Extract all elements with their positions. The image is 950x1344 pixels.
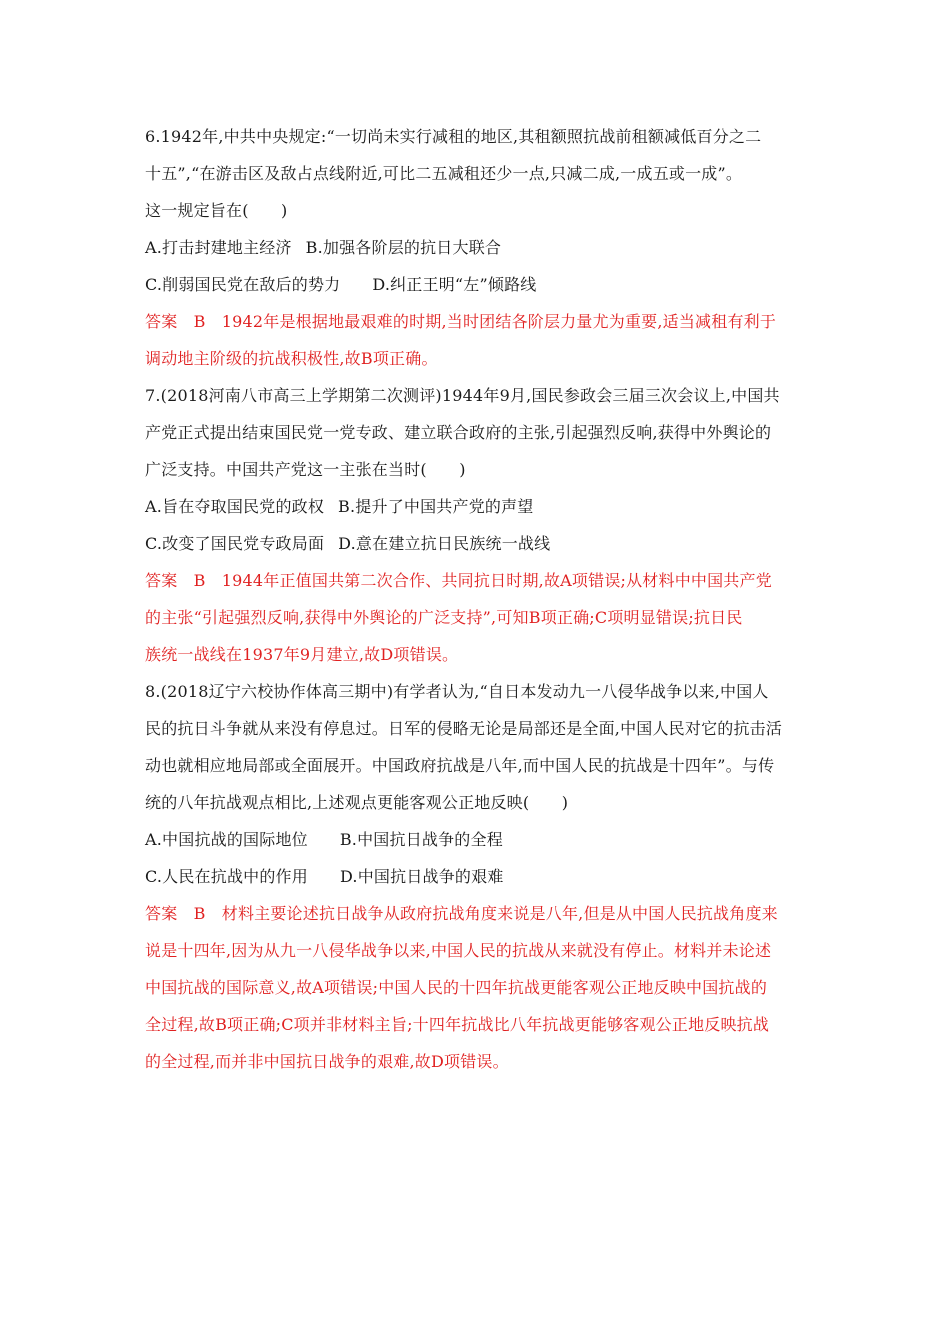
- answer-line: 的全过程,而并非中国抗日战争的艰难,故D项错误。: [145, 1052, 509, 1071]
- question-stem-line: 7.(2018河南八市高三上学期第二次测评)1944年9月,国民参政会三届三次会议上,中国共: [145, 386, 780, 405]
- answer-line: 族统一战线在1937年9月建立,故D项错误。: [145, 645, 459, 664]
- answer-line: 的主张“引起强烈反响,获得中外舆论的广泛支持”,可知B项正确;C项明显错误;抗日民: [145, 608, 743, 627]
- answer-line: 中国抗战的国际意义,故A项错误;中国人民的十四年抗战更能客观公正地反映中国抗战的: [145, 978, 768, 997]
- answer-block: [145, 895, 810, 1080]
- answer-line: 说是十四年,因为从九一八侵华战争以来,中国人民的抗战从来就没有停止。材料并未论述: [145, 941, 772, 960]
- option-a: A.旨在夺取国民党的政权: [145, 497, 325, 516]
- option-b: B.中国抗日战争的全程: [339, 830, 503, 849]
- option-row: [145, 229, 810, 266]
- answer-line: 调动地主阶级的抗战积极性,故B项正确。: [145, 349, 438, 368]
- option-c: C.人民在抗战中的作用: [145, 867, 308, 886]
- option-a: A.打击封建地主经济: [145, 238, 292, 257]
- option-row: [145, 525, 810, 562]
- option-row: [145, 488, 810, 525]
- question-stem-line: 8.(2018辽宁六校协作体高三期中)有学者认为,“自日本发动九一八侵华战争以来,中国人: [145, 682, 769, 701]
- option-row: [145, 266, 810, 303]
- question-7: [145, 377, 810, 673]
- document-page: [145, 118, 810, 1080]
- option-row: [145, 858, 810, 895]
- option-d: D.纠正王明“左”倾路线: [372, 275, 537, 294]
- answer-block: [145, 562, 810, 673]
- question-stem-line: 民的抗日斗争就从来没有停息过。日军的侵略无论是局部还是全面,中国人民对它的抗击活: [145, 719, 783, 738]
- option-a: A.中国抗战的国际地位: [145, 830, 308, 849]
- answer-line: 答案 B 1944年正值国共第二次合作、共同抗日时期,故A项错误;从材料中中国共产党: [145, 571, 772, 590]
- option-d: D.中国抗日战争的艰难: [339, 867, 504, 886]
- answer-line: 全过程,故B项正确;C项并非材料主旨;十四年抗战比八年抗战更能够客观公正地反映抗战: [145, 1015, 770, 1034]
- question-stem-line: 统的八年抗战观点相比,上述观点更能客观公正地反映( ): [145, 793, 569, 812]
- question-stem-line: 动也就相应地局部或全面展开。中国政府抗战是八年,而中国人民的抗战是十四年”。与传: [145, 756, 775, 775]
- option-c: C.削弱国民党在敌后的势力: [145, 275, 341, 294]
- option-c: C.改变了国民党专政局面: [145, 534, 325, 553]
- option-b: B.提升了中国共产党的声望: [338, 497, 534, 516]
- answer-line: 答案 B 材料主要论述抗日战争从政府抗战角度来说是八年,但是从中国人民抗战角度来: [145, 904, 778, 923]
- question-8: [145, 673, 810, 1080]
- answer-block: [145, 303, 810, 377]
- question-stem-line: 这一规定旨在( ): [145, 201, 288, 220]
- question-stem-line: 十五”,“在游击区及敌占点线附近,可比二五减租还少一点,只减二成,一成五或一成”。: [145, 164, 743, 183]
- question-stem-line: 6.1942年,中共中央规定:“一切尚未实行减租的地区,其租额照抗战前租额减低百分之二: [145, 127, 762, 146]
- question-6: [145, 118, 810, 377]
- option-b: B.加强各阶层的抗日大联合: [305, 238, 502, 257]
- question-stem-line: 广泛支持。中国共产党这一主张在当时( ): [145, 460, 466, 479]
- option-row: [145, 821, 810, 858]
- answer-line: 答案 B 1942年是根据地最艰难的时期,当时团结各阶层力量尤为重要,适当减租有利于: [145, 312, 777, 331]
- question-stem-line: 产党正式提出结束国民党一党专政、建立联合政府的主张,引起强烈反响,获得中外舆论的: [145, 423, 772, 442]
- option-d: D.意在建立抗日民族统一战线: [338, 534, 551, 553]
